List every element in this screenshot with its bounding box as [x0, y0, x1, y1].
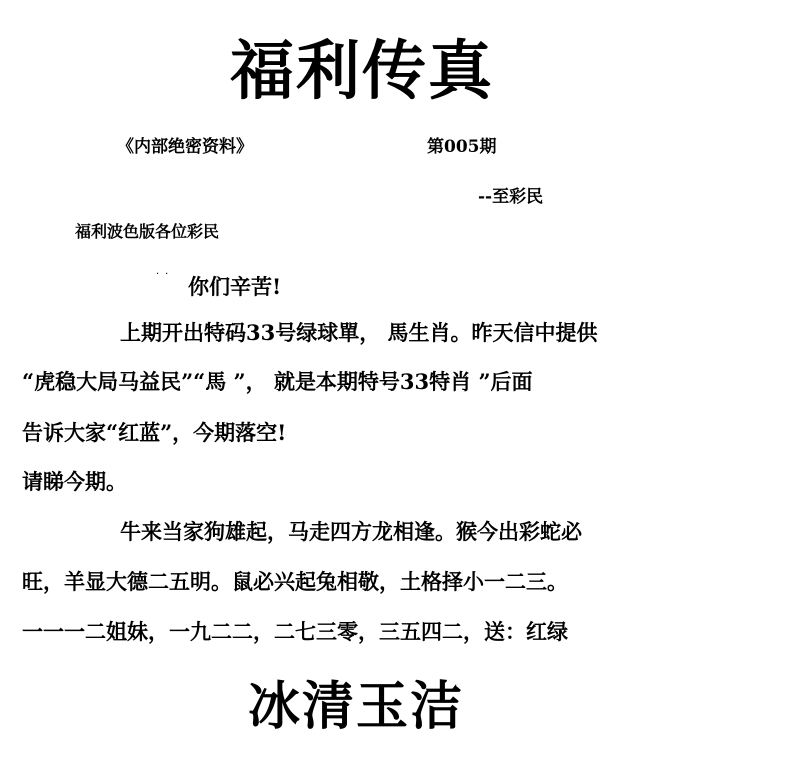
- footer-slogan: 冰清玉洁: [248, 676, 465, 737]
- body-line-6: 旺，羊显大德二五明。鼠必兴起兔相敬，土格择小一二三。: [22, 569, 568, 594]
- page-title: 福利传真: [230, 34, 494, 109]
- speck-mark: ··: [156, 269, 175, 280]
- body-line-2: “虎稳大局马益民”“馬 ”， 就是本期特号33特肖 ”后面: [22, 369, 533, 394]
- recipient-line: 福利波色版各位彩民: [75, 222, 220, 241]
- issue-number: 第005期: [427, 137, 497, 157]
- body-line-7: 一一一二姐妹，一九二二，二七三零，三五四二，送：红绿: [22, 619, 568, 644]
- source-label: 《内部绝密资料》: [117, 137, 253, 157]
- author-signature: --至彩民: [478, 187, 544, 207]
- body-line-3: 告诉大家“红蓝”，今期落空!: [22, 420, 287, 445]
- salutation: 你们辛苦!: [188, 274, 282, 299]
- body-line-5: 牛来当家狗雄起，马走四方龙相逢。猴今出彩蛇必: [120, 519, 582, 544]
- body-line-4: 请睇今期。: [22, 469, 127, 494]
- body-line-1: 上期开出特码33号绿球單， 馬生肖。昨天信中提供: [120, 320, 598, 345]
